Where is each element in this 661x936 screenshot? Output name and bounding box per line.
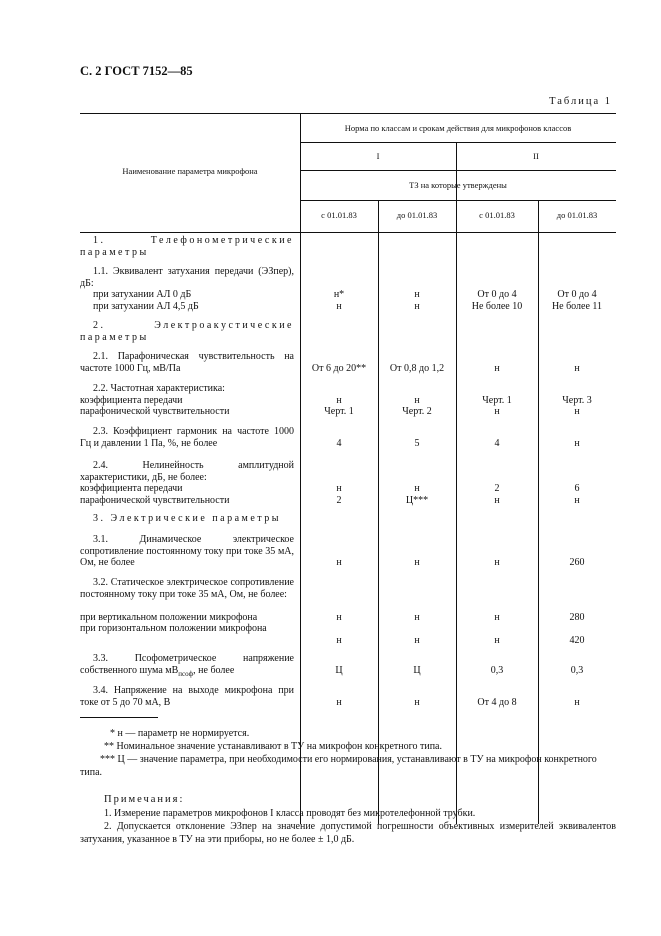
value-cell: Ц*** [405,494,429,506]
value-cell: н [574,494,580,506]
page-header: С. 2 ГОСТ 7152—85 [80,64,193,78]
param-name: 2.4. Нелинейность амплитудной характеристики, дБ, не более: [80,460,294,483]
note: 1. Измерение параметров микрофонов I класса проводят без микротелефонной трубки. [104,808,476,819]
param-name [80,653,294,680]
param-text: 3.3. Псофометрическое напряжение собственного шума мВ [80,653,294,676]
param-sub: коэффициента передачи [80,394,183,406]
value-cell: н [414,696,420,708]
param-column-header: Наименование параметра микрофона [122,166,258,176]
value-cell: н [494,362,500,374]
value-cell: н [574,406,580,417]
param-name: 2.3. Коэффициент гармоник на частоте 1000 Гц и давлении 1 Па, %, не более [80,426,294,449]
param-sub: при вертикальном положении микрофона [80,611,258,623]
value-cell: Черт. 1 [482,394,512,406]
footnote-rule [80,717,158,718]
value-cell: 4 [494,437,500,449]
value-cell: Ц [335,664,343,676]
value-cell: н [494,634,500,646]
value-cell: Черт. 3 [562,394,592,406]
param-sub: парафонической чувствительности [80,494,230,506]
parameters-table [80,113,616,708]
section-title: 2. Электроакустические параметры [80,320,294,343]
param-sub: при горизонтальном положении микрофона [80,623,267,634]
value-cell: н [336,557,342,568]
value-cell: От 6 до 20** [311,362,367,374]
param-text: , не более [193,664,235,676]
value-cell: н [414,611,420,623]
table-header [80,113,616,233]
value-cell: От 4 до 8 [477,696,517,708]
value-cell: 6 [574,483,580,494]
row-divider [300,200,616,201]
value-cell: н [414,300,420,312]
value-cell: н [336,483,342,494]
footnote: * н — параметр не нормируется. [110,728,250,739]
value-cell: 4 [336,437,342,449]
param-name: 2.1. Парафоническая чувствительность на частоте 1000 Гц, мВ/Па [80,351,294,374]
value-cell: 280 [569,611,585,623]
section-title: 3. Электрические параметры [93,513,281,524]
table-label: Таблица 1 [549,96,612,107]
value-cell: 0,3 [490,664,504,676]
param-name: 1.1. Эквивалент затухания передачи (ЭЗпер), дБ: [80,266,294,289]
value-cell: н [574,362,580,374]
value-cell: Не более 10 [471,300,523,312]
value-cell: 2 [494,483,500,494]
param-sub: при затухании АЛ 0 дБ [93,289,192,300]
value-cell: Черт. 2 [402,406,432,417]
subscript: псоф [178,669,194,678]
value-cell: 420 [569,634,585,646]
param-name: 3.4. Напряжение на выходе микрофона при токе от 5 до 70 мА, В [80,685,294,708]
value-cell: н* [333,289,345,300]
class-i-header: I [376,151,380,161]
value-cell: Ц [413,664,421,676]
footnote: ** Номинальное значение устанавливают в ТУ на микрофон конкретного типа. [104,741,442,752]
value-cell: 5 [414,437,420,449]
value-cell: н [336,300,342,312]
param-name: 3.2. Статическое электрическое сопротивление постоянному току при токе 35 мА, Ом, не более: [80,577,294,600]
value-cell: Черт. 1 [324,406,354,417]
param-sub: коэффициента передачи [80,483,183,494]
value-cell: 260 [569,557,585,568]
class-ii-header: II [533,151,539,161]
date-header: до 01.01.83 [556,210,598,220]
value-cell: н [574,696,580,708]
row-divider [300,142,616,143]
row-divider [300,170,616,171]
value-cell: н [414,394,420,406]
value-cell: Не более 11 [551,300,603,312]
value-cell: н [336,634,342,646]
value-cell: н [574,437,580,449]
value-cell: н [336,611,342,623]
norm-header: Норма по классам и срокам действия для микрофонов классов [344,123,572,133]
value-cell: н [494,494,500,506]
param-sub: парафонической чувствительности [80,406,230,417]
param-sub: при затухании АЛ 4,5 дБ [93,300,199,312]
value-cell: 2 [336,494,342,506]
value-cell: От 0 до 4 [477,289,517,300]
value-cell: 0,3 [570,664,584,676]
section-title: 1. Телефонометрические параметры [80,235,294,258]
param-name: 2.2. Частотная характеристика: [93,383,225,394]
date-header: с 01.01.83 [321,210,357,220]
value-cell: н [494,557,500,568]
tz-header: ТЗ на которые утверждены [409,180,507,190]
value-cell: н [336,394,342,406]
param-name: 3.1. Динамическое электрическое сопротивление постоянному току при токе 35 мА, Ом, не более [80,534,294,568]
note: 2. Допускается отклонение ЭЗпер на значение допустимой погрешности объективных измерителей эквивалентов затухания, указанное в ТУ на эти приборы, но не более ± 1,0 дБ. [80,821,616,845]
value-cell: От 0 до 4 [557,289,597,300]
value-cell: н [414,289,420,300]
value-cell: н [414,557,420,568]
value-cell: н [494,406,500,417]
value-cell: н [414,483,420,494]
notes-title: Примечания: [104,794,185,805]
value-cell: н [494,611,500,623]
date-header: с 01.01.83 [479,210,515,220]
value-cell: н [414,634,420,646]
date-header: до 01.01.83 [396,210,438,220]
footnote: *** Ц — значение параметра, при необходимости его нормирования, устанавливают в ТУ на микрофон конкретного типа. [80,754,597,778]
value-cell: От 0,8 до 1,2 [389,362,445,374]
value-cell: н [336,696,342,708]
